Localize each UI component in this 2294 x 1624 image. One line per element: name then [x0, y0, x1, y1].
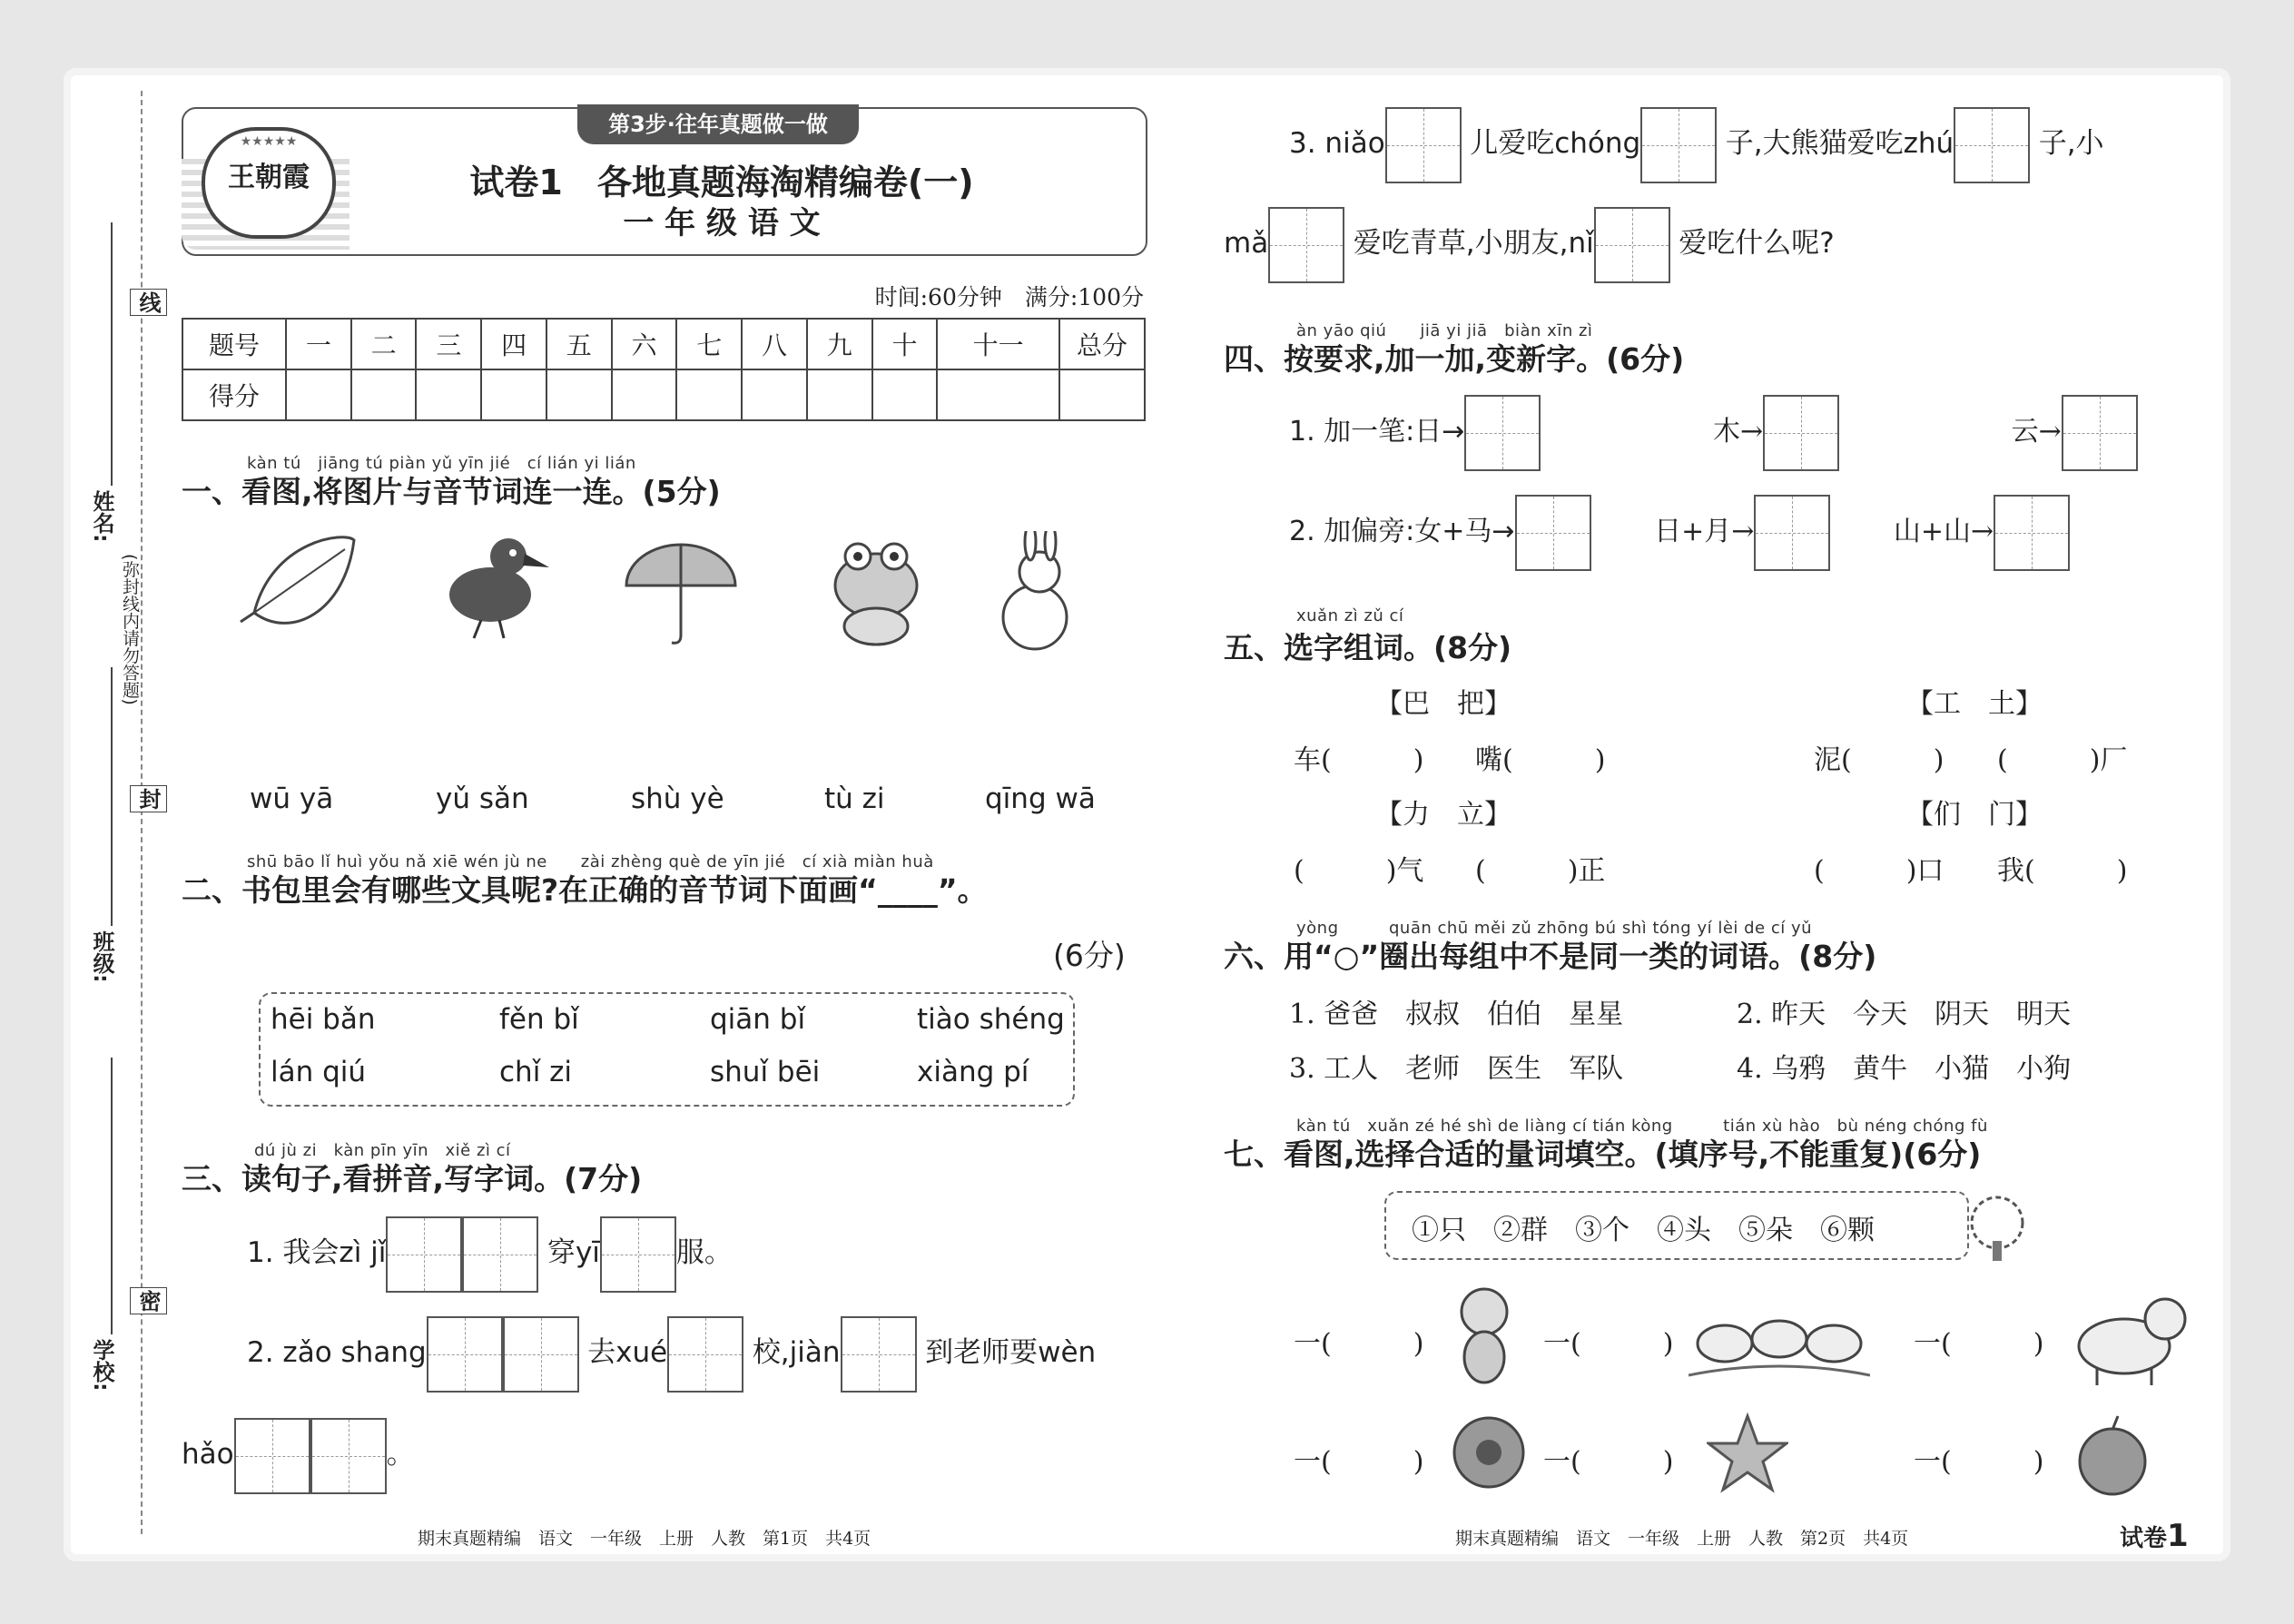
score-cell[interactable]: [1059, 369, 1145, 420]
ducks-icon: [1689, 1289, 1870, 1384]
q1-word[interactable]: shù yè: [631, 782, 724, 815]
score-header: 六: [612, 319, 677, 369]
q3-text: 去xué: [587, 1336, 668, 1369]
q3-pinyin: dú jù zi kàn pīn yīn xiě zì cí: [254, 1141, 511, 1160]
q2-pinyin: shū bāo lǐ huì yǒu nǎ xiē wén jù ne zài zhèng què de yīn jié cí xià miàn huà: [247, 852, 934, 871]
tree-icon: [1961, 1191, 2033, 1264]
q2-option[interactable]: lán qiú: [271, 1056, 367, 1088]
write-box[interactable]: [667, 1316, 743, 1393]
q3-text: 1. 我会zì jǐ: [247, 1236, 387, 1269]
q4-row1: [1289, 395, 2138, 471]
score-cell[interactable]: [872, 369, 938, 420]
flower-icon: [1448, 1412, 1530, 1493]
q6-pinyin: yòng quān chū měi zǔ zhōng bú shì tóng yí lèi de cí yǔ: [1296, 919, 1813, 938]
leaf-icon: [241, 537, 354, 624]
score-header: 一: [286, 319, 351, 369]
q3-line5: [1224, 207, 1835, 283]
q7-blank[interactable]: 一( ): [1914, 1328, 2044, 1360]
monkey-icon: [1448, 1284, 1521, 1389]
score-header: 十: [872, 319, 938, 369]
score-row-label: 得分: [182, 369, 286, 420]
margin-seal-char: 封: [130, 785, 167, 812]
q3-text: mǎ: [1224, 227, 1269, 260]
q5-blank[interactable]: ( )厂: [1997, 744, 2128, 776]
q2-option[interactable]: qiān bǐ: [710, 1003, 806, 1036]
score-table-row: [182, 369, 1145, 420]
margin-line-char: 线: [130, 289, 167, 316]
q3-line4: [1289, 107, 2104, 183]
q6-item[interactable]: 1. 爸爸 叔叔 伯伯 星星: [1289, 999, 1624, 1030]
q3-text: 服。: [675, 1236, 733, 1269]
write-box[interactable]: [1640, 107, 1717, 183]
frog-icon: [835, 544, 917, 645]
score-header: 题号: [182, 319, 286, 369]
q2-title: 二、书包里会有哪些文具呢?在正确的音节词下面画“____”。: [182, 872, 988, 908]
paper-tag: [2120, 1518, 2189, 1554]
write-box[interactable]: [503, 1316, 579, 1393]
umbrella-icon: [626, 545, 735, 643]
q4-text: 云→: [2011, 416, 2062, 448]
q3-text: 3. niǎo: [1289, 127, 1385, 160]
write-box[interactable]: [1994, 495, 2070, 571]
score-header: 十一: [937, 319, 1059, 369]
write-box[interactable]: [386, 1216, 462, 1293]
paper-title: 试卷1 各地真题海淘精编卷(一): [469, 162, 974, 202]
q3-title: 三、读句子,看拼音,写字词。(7分): [182, 1161, 643, 1196]
q7-options: ①只 ②群 ③个 ④头 ⑤朵 ⑥颗: [1412, 1215, 1875, 1246]
class-label: 班级:: [89, 930, 114, 983]
q1-pinyin: kàn tú jiāng tú piàn yǔ yīn jié cí lián yi lián: [247, 454, 636, 473]
q5-blank[interactable]: 嘴( ): [1475, 744, 1606, 776]
q7-blank[interactable]: 一( ): [1543, 1446, 1674, 1478]
write-box[interactable]: [1954, 107, 2030, 183]
score-header: 二: [351, 319, 417, 369]
q4-text: 日+月→: [1654, 516, 1755, 547]
brand-name: 王朝霞: [228, 162, 310, 193]
q1-word[interactable]: wū yā: [250, 782, 334, 815]
school-field[interactable]: [111, 1058, 113, 1334]
q6-item[interactable]: 3. 工人 老师 医生 军队: [1289, 1053, 1624, 1085]
paper-subtitle: 一 年 级 语 文: [623, 205, 821, 241]
school-label: 学校:: [89, 1339, 114, 1392]
score-cell[interactable]: [351, 369, 417, 420]
q5-blank[interactable]: ( )气: [1294, 855, 1424, 887]
q4-title: 四、按要求,加一加,变新字。(6分): [1224, 341, 1685, 377]
q1-pictures: [236, 531, 1089, 658]
q4-text: 木→: [1712, 416, 1764, 448]
write-box[interactable]: [1464, 395, 1541, 471]
q2-option[interactable]: shuǐ bēi: [710, 1056, 821, 1088]
score-header: 四: [481, 319, 546, 369]
footer-left: 期末真题精编 语文 一年级 上册 人教 第1页 共4页: [418, 1529, 871, 1549]
q7-pinyin: kàn tú xuǎn zé hé shì de liàng cí tián kòng tián xù hào bù néng chóng fù: [1296, 1117, 1988, 1136]
paper-tag-text: 试卷: [2120, 1525, 2168, 1552]
time-score: 时间:60分钟 满分:100分: [874, 284, 1144, 310]
score-table-header-row: [182, 319, 1145, 369]
q3-text: 儿爱吃chóng: [1470, 127, 1641, 160]
score-cell[interactable]: [481, 369, 546, 420]
score-cell[interactable]: [807, 369, 872, 420]
q5-blank[interactable]: ( )口: [1814, 855, 1944, 887]
score-cell[interactable]: [676, 369, 742, 420]
star-icon: [1707, 1412, 1788, 1493]
q4-text: 2. 加偏旁:女+马→: [1289, 516, 1515, 547]
q3-text: 穿yī: [546, 1236, 600, 1269]
score-header: 八: [742, 319, 807, 369]
q7-title: 七、看图,选择合适的量词填空。(填序号,不能重复)(6分): [1224, 1137, 1982, 1172]
q2-option[interactable]: chǐ zi: [499, 1056, 573, 1088]
q4-row2: [1289, 495, 2070, 571]
score-header: 总分: [1059, 319, 1145, 369]
q7-blank[interactable]: 一( ): [1543, 1328, 1674, 1360]
q5-blank[interactable]: 车( ): [1294, 744, 1424, 776]
q3-line2: [247, 1316, 1096, 1393]
paper-tag-number: 1: [2167, 1518, 2189, 1554]
score-cell[interactable]: [416, 369, 481, 420]
margin-note: (弥封线内请勿答题): [120, 554, 140, 705]
q3-text: 2. zǎo shang: [247, 1336, 427, 1369]
brand-logo: [202, 127, 336, 239]
write-box[interactable]: [1594, 207, 1670, 283]
rabbit-icon: [1003, 531, 1067, 649]
write-box[interactable]: [1268, 207, 1344, 283]
write-box[interactable]: [841, 1316, 917, 1393]
q3-text: 爱吃什么呢?: [1679, 227, 1835, 260]
write-box[interactable]: [1515, 495, 1591, 571]
cow-icon: [2065, 1287, 2192, 1387]
name-field[interactable]: [111, 222, 113, 486]
q1-title: 一、看图,将图片与音节词连一连。(5分): [182, 474, 721, 509]
write-box[interactable]: [1754, 495, 1830, 571]
q3-text: 子,小: [2038, 127, 2104, 160]
q1-word[interactable]: qīng wā: [985, 782, 1096, 815]
write-box[interactable]: [1763, 395, 1839, 471]
q6-item[interactable]: 2. 昨天 今天 阴天 明天: [1737, 999, 2072, 1030]
q3-text: 。: [386, 1438, 415, 1471]
q4-text: 山+山→: [1893, 516, 1994, 547]
q3-text: 到老师要wèn: [925, 1336, 1097, 1369]
class-field[interactable]: [111, 667, 113, 926]
write-box[interactable]: [462, 1216, 538, 1293]
q3-line3: [182, 1418, 415, 1494]
q7-blank[interactable]: 一( ): [1294, 1328, 1424, 1360]
q7-blank[interactable]: 一( ): [1294, 1446, 1424, 1478]
q1-word[interactable]: tù zi: [824, 782, 885, 815]
step-banner: 第3步·往年真题做一做: [577, 104, 859, 144]
score-table: [182, 318, 1146, 421]
logo-stars: ★★★★★: [240, 134, 298, 149]
footer-right: 期末真题精编 语文 一年级 上册 人教 第2页 共4页: [1455, 1529, 1909, 1549]
q5-pinyin: xuǎn zì zǔ cí: [1296, 606, 1404, 625]
q3-text: 子,大熊猫爱吃zhú: [1725, 127, 1954, 160]
write-box[interactable]: [234, 1418, 310, 1494]
q3-line1: [247, 1216, 733, 1293]
q5-group: 【巴 把】: [1375, 688, 1511, 720]
q5-title: 五、选字组词。(8分): [1224, 630, 1512, 665]
q2-option[interactable]: fěn bǐ: [499, 1003, 579, 1036]
margin-mi-char: 密: [130, 1287, 167, 1314]
q5-group: 【工 土】: [1906, 688, 2043, 720]
q5-group: 【力 立】: [1375, 799, 1511, 831]
score-header: 三: [416, 319, 481, 369]
q5-blank[interactable]: ( )正: [1475, 855, 1606, 887]
write-box[interactable]: [2062, 395, 2138, 471]
write-box[interactable]: [1385, 107, 1462, 183]
q2-score: (6分): [1053, 938, 1126, 973]
q5-blank[interactable]: 我( ): [1997, 855, 2128, 887]
score-header: 九: [807, 319, 872, 369]
q3-text: hǎo: [182, 1438, 234, 1471]
write-box[interactable]: [310, 1418, 387, 1494]
write-box[interactable]: [600, 1216, 676, 1293]
score-cell[interactable]: [612, 369, 677, 420]
crow-icon: [449, 538, 549, 638]
score-header: 七: [676, 319, 742, 369]
score-cell[interactable]: [286, 369, 351, 420]
write-box[interactable]: [427, 1316, 503, 1393]
apple-icon: [2074, 1412, 2151, 1498]
q6-title: 六、用“○”圈出每组中不是同一类的词语。(8分): [1224, 939, 1877, 974]
q5-group: 【们 门】: [1906, 799, 2043, 831]
name-label: 姓名:: [89, 490, 114, 543]
score-cell[interactable]: [937, 369, 1059, 420]
score-header: 五: [546, 319, 612, 369]
q4-pinyin: àn yāo qiú jiā yi jiā biàn xīn zì: [1296, 321, 1593, 340]
q3-text: 爱吃青草,小朋友,nǐ: [1353, 227, 1594, 260]
q7-blank[interactable]: 一( ): [1914, 1446, 2044, 1478]
q4-text: 1. 加一笔:日→: [1289, 416, 1465, 448]
score-cell[interactable]: [546, 369, 612, 420]
score-cell[interactable]: [742, 369, 807, 420]
q2-option[interactable]: xiàng pí: [917, 1056, 1029, 1088]
q1-word[interactable]: yǔ sǎn: [436, 782, 529, 815]
q6-item[interactable]: 4. 乌鸦 黄牛 小猫 小狗: [1737, 1053, 2072, 1085]
q3-text: 校,jiàn: [752, 1336, 841, 1369]
q5-blank[interactable]: 泥( ): [1814, 744, 1944, 776]
q2-option[interactable]: tiào shéng: [917, 1003, 1065, 1036]
q2-option[interactable]: hēi bǎn: [271, 1003, 376, 1036]
